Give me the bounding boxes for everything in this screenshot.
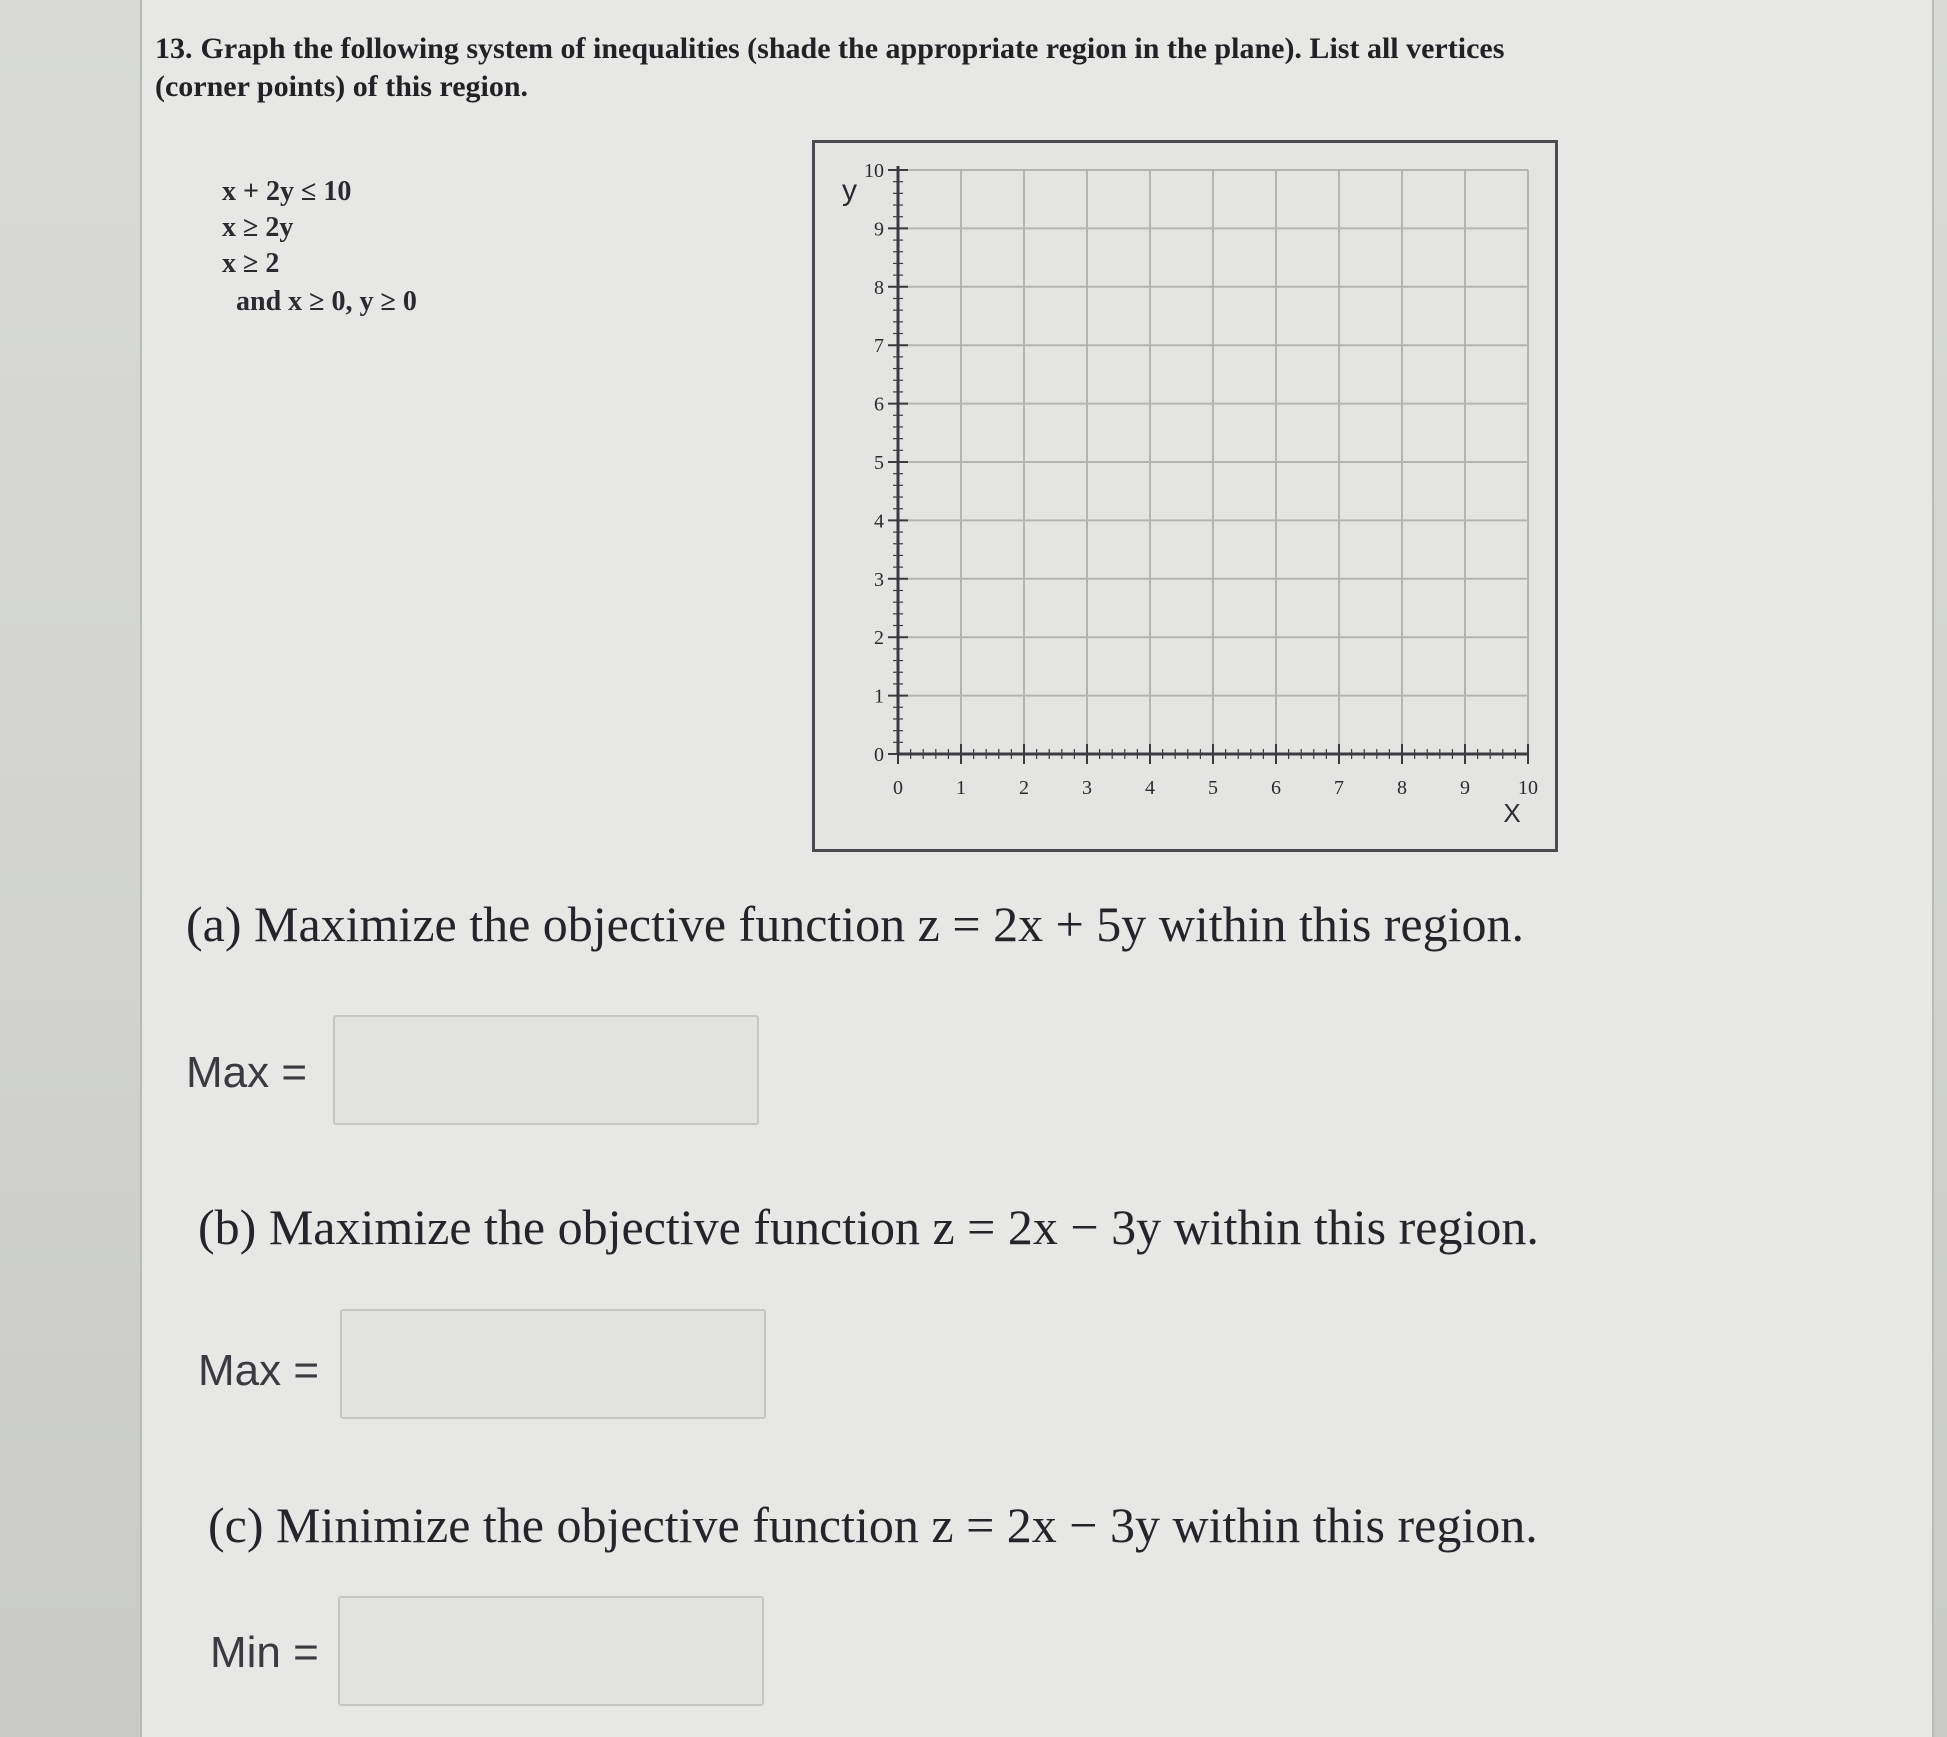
part-a-answer-label: Max = <box>186 1048 308 1097</box>
inequality-1: x + 2y ≤ 10 <box>222 176 352 207</box>
part-b-prompt <box>198 1198 1539 1256</box>
part-c-text: Minimize the objective function z = 2x − 3y within this region. <box>276 1497 1538 1553</box>
x-tick-label-10: 10 <box>1518 777 1538 799</box>
part-c-answer-input[interactable] <box>338 1596 764 1706</box>
y-tick-label-2: 2 <box>874 627 884 650</box>
part-c-label: (c) <box>208 1497 264 1553</box>
x-tick-label-3: 3 <box>1082 777 1092 799</box>
part-c-answer-label: Min = <box>210 1628 319 1677</box>
y-tick-label-9: 9 <box>874 218 884 241</box>
y-axis-label: y <box>842 174 857 207</box>
x-axis-label: X <box>1503 798 1521 828</box>
x-tick-label-1: 1 <box>956 777 966 799</box>
question-number: 13. <box>155 32 193 65</box>
x-tick-label-4: 4 <box>1145 777 1155 799</box>
x-tick-label-9: 9 <box>1460 777 1470 799</box>
x-tick-label-8: 8 <box>1397 777 1407 799</box>
part-b-answer-input[interactable] <box>340 1309 766 1419</box>
x-tick-label-6: 6 <box>1271 777 1281 799</box>
part-a-prompt <box>186 895 1524 953</box>
y-tick-label-0: 0 <box>874 744 884 766</box>
y-tick-label-7: 7 <box>874 335 884 358</box>
part-a-label: (a) <box>186 896 242 952</box>
part-b-answer-label: Max = <box>198 1346 320 1395</box>
part-b-text: Maximize the objective function z = 2x − 3y within this region. <box>268 1199 1539 1255</box>
y-tick-label-6: 6 <box>874 393 884 416</box>
question-text: Graph the following system of inequalities (shade the appropriate region in the plane). List all vertices (corner points) of this region. <box>155 32 1505 103</box>
x-tick-label-0: 0 <box>893 777 903 799</box>
part-b-label: (b) <box>198 1199 257 1255</box>
part-c-prompt <box>208 1496 1538 1554</box>
part-a-answer-input[interactable] <box>333 1015 759 1125</box>
part-a-text: Maximize the objective function z = 2x + 5y within this region. <box>254 896 1525 952</box>
y-tick-label-3: 3 <box>874 568 884 591</box>
x-tick-label-5: 5 <box>1208 777 1218 799</box>
coordinate-grid[interactable] <box>812 140 1558 852</box>
inequality-4: and x ≥ 0, y ≥ 0 <box>236 286 417 317</box>
question-prompt <box>155 30 1605 106</box>
y-tick-label-10: 10 <box>864 160 884 182</box>
inequality-2: x ≥ 2y <box>222 212 294 243</box>
inequality-3: x ≥ 2 <box>222 248 280 279</box>
y-tick-label-1: 1 <box>874 685 884 708</box>
y-tick-label-4: 4 <box>874 510 884 533</box>
x-tick-label-7: 7 <box>1334 777 1344 799</box>
y-tick-label-8: 8 <box>874 276 884 299</box>
x-tick-label-2: 2 <box>1019 777 1029 799</box>
y-tick-label-5: 5 <box>874 452 884 474</box>
